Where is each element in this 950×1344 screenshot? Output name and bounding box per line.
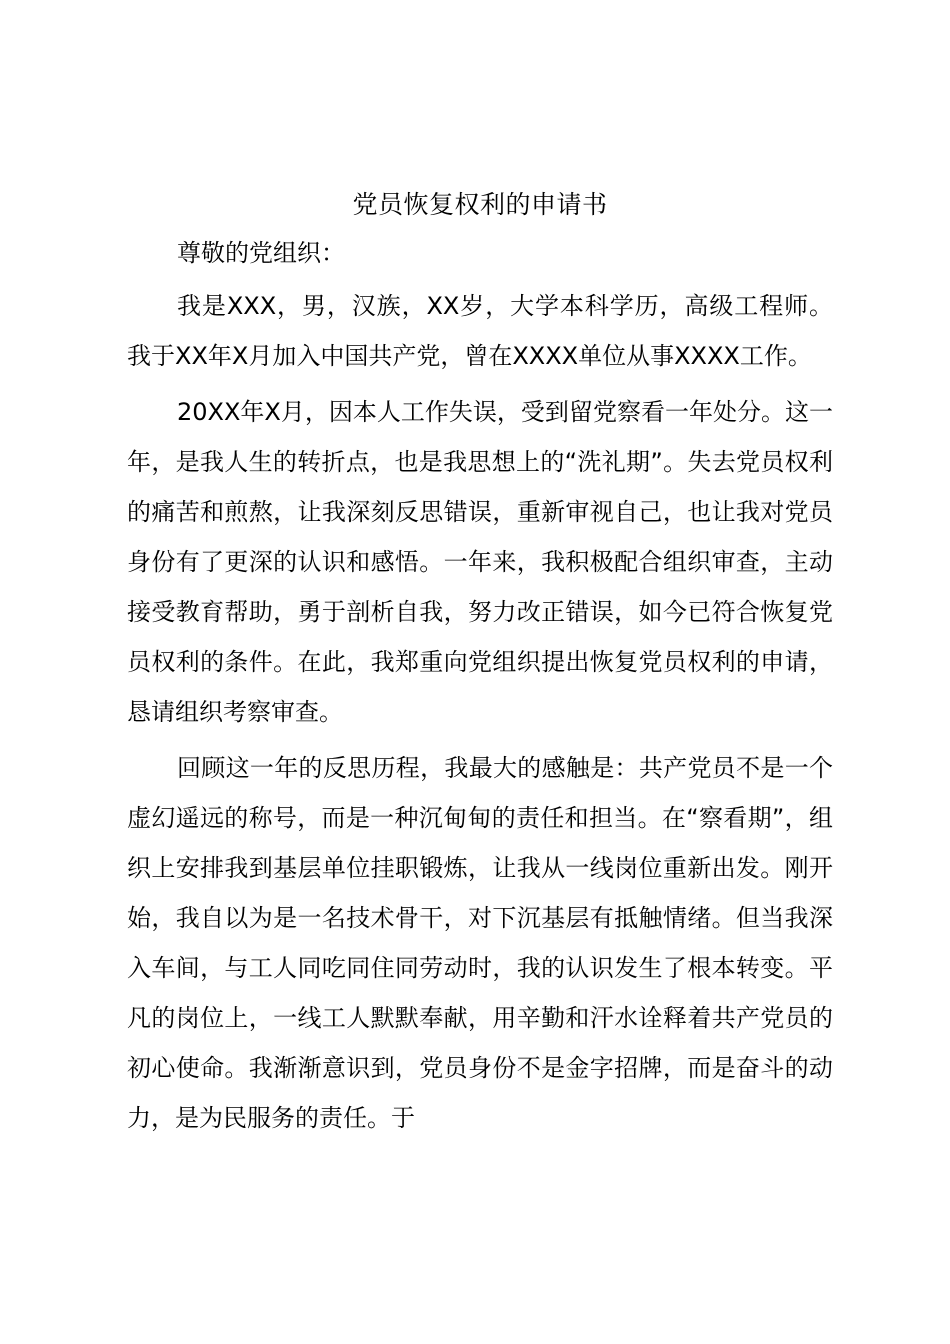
paragraph-application: 20XX年X月，因本人工作失误，受到留党察看一年处分。这一年，是我人生的转折点，也是我思想上的“洗礼期”。失去党员权利的痛苦和煎熬，让我深刻反思错误，重新审视自己，也让我对党员身份有了更深的认识和感悟。一年来，我积极配合组织审查，主动接受教育帮助，勇于剖析自我，努力改正错误，如今已符合恢复党员权利的条件。在此，我郑重向党组织提出恢复党员权利的申请，恳请组织考察审查。 [127, 398, 833, 726]
salutation: 尊敬的党组织： [177, 239, 345, 267]
document-title: 党员恢复权利的申请书 [352, 190, 608, 219]
paragraph-introduction: 我是XXX，男，汉族，XX岁，大学本科学历，高级工程师。我于XX年X月加入中国共产党，曾在XXXX单位从事XXXX工作。 [127, 292, 833, 370]
paragraph-reflection: 回顾这一年的反思历程，我最大的感触是：共产党员不是一个虚幻遥远的称号，而是一种沉甸甸的责任和担当。在“察看期”，组织上安排我到基层单位挂职锻炼，让我从一线岗位重新出发。刚开始，我自以为是一名技术骨干，对下沉基层有抵触情绪。但当我深入车间，与工人同吃同住同劳动时，我的认识发生了根本转变。平凡的岗位上，一线工人默默奉献，用辛勤和汗水诠释着共产党员的初心使命。我渐渐意识到，党员身份不是金字招牌，而是奋斗的动力，是为民服务的责任。于 [127, 754, 833, 1132]
document-body [127, 183, 833, 1143]
